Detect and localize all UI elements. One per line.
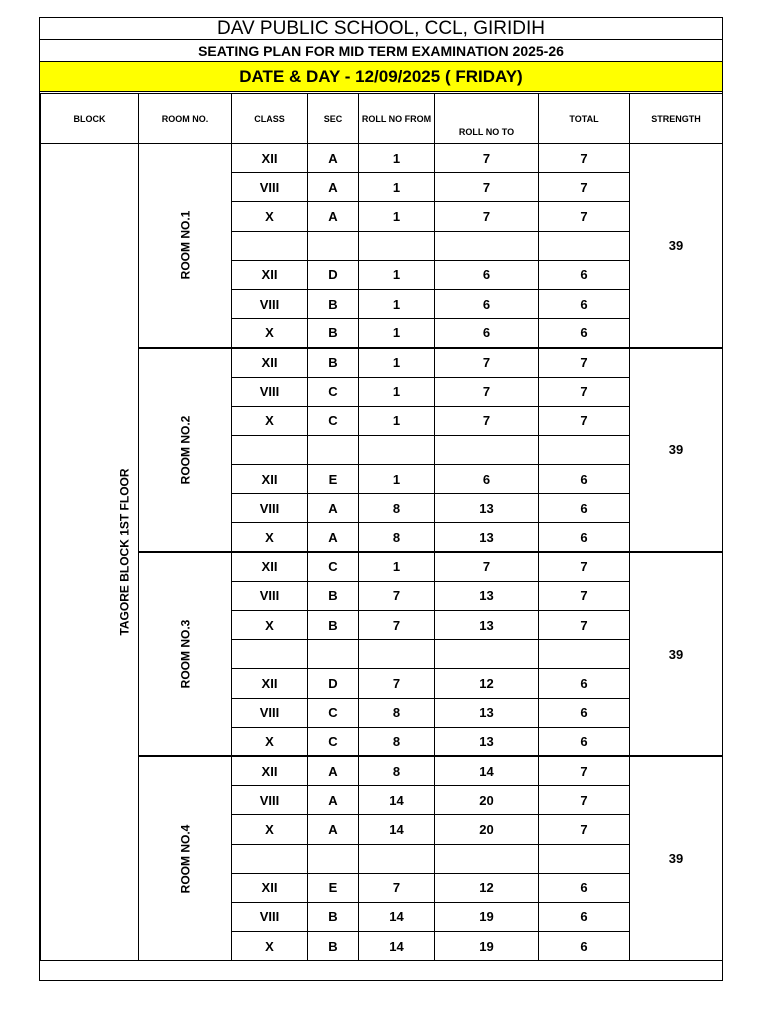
cell-total: 7 [539, 173, 630, 202]
cell-to: 6 [435, 319, 539, 348]
cell-from: 1 [359, 377, 435, 406]
cell-sec: A [308, 173, 359, 202]
cell-to: 13 [435, 698, 539, 727]
cell-sec: B [308, 581, 359, 610]
block-label: TAGORE BLOCK 1ST FLOOR [117, 468, 132, 636]
cell-sec: A [308, 756, 359, 785]
cell-total: 6 [539, 319, 630, 348]
cell-total: 6 [539, 260, 630, 289]
cell-sec: A [308, 202, 359, 231]
cell-total: 7 [539, 202, 630, 231]
school-title: DAV PUBLIC SCHOOL, CCL, GIRIDIH [40, 18, 722, 40]
cell-total: 7 [539, 552, 630, 581]
cell-sec: B [308, 319, 359, 348]
strength-cell: 39 [630, 552, 723, 756]
cell-from: 14 [359, 815, 435, 844]
table-row [41, 552, 723, 581]
cell-total: 7 [539, 756, 630, 785]
block-cell [41, 144, 139, 961]
cell-to: 13 [435, 727, 539, 756]
cell-total: 6 [539, 932, 630, 961]
cell-from: 1 [359, 552, 435, 581]
cell-class: XII [232, 873, 308, 902]
cell-to: 20 [435, 815, 539, 844]
seating-table-body [41, 144, 723, 961]
cell-sec [308, 231, 359, 260]
cell-class: VIII [232, 786, 308, 815]
cell-sec: A [308, 815, 359, 844]
cell-sec: A [308, 144, 359, 173]
cell-from [359, 640, 435, 669]
table-row [41, 756, 723, 785]
cell-to: 14 [435, 756, 539, 785]
cell-sec [308, 640, 359, 669]
cell-total: 6 [539, 727, 630, 756]
cell-total [539, 435, 630, 464]
cell-from: 14 [359, 786, 435, 815]
cell-total: 6 [539, 465, 630, 494]
cell-from [359, 435, 435, 464]
cell-from: 7 [359, 581, 435, 610]
cell-sec: C [308, 406, 359, 435]
cell-class: X [232, 727, 308, 756]
cell-to: 19 [435, 932, 539, 961]
cell-class: VIII [232, 581, 308, 610]
cell-to: 6 [435, 260, 539, 289]
cell-sec: D [308, 260, 359, 289]
seating-plan-sheet [39, 17, 723, 981]
cell-sec: B [308, 611, 359, 640]
cell-class: XII [232, 756, 308, 785]
cell-total: 7 [539, 144, 630, 173]
strength-cell: 39 [630, 756, 723, 960]
cell-sec: C [308, 377, 359, 406]
cell-from [359, 231, 435, 260]
cell-class: VIII [232, 377, 308, 406]
cell-to: 7 [435, 552, 539, 581]
cell-total [539, 640, 630, 669]
cell-class: X [232, 815, 308, 844]
cell-sec: B [308, 902, 359, 931]
room-cell [139, 348, 232, 552]
col-header-block: BLOCK [41, 94, 139, 144]
cell-from [359, 844, 435, 873]
cell-to: 7 [435, 202, 539, 231]
cell-class [232, 640, 308, 669]
cell-sec: C [308, 698, 359, 727]
cell-to: 13 [435, 523, 539, 552]
cell-to [435, 844, 539, 873]
cell-sec: C [308, 552, 359, 581]
cell-class: XII [232, 669, 308, 698]
cell-class: X [232, 611, 308, 640]
cell-total: 6 [539, 289, 630, 318]
cell-total [539, 844, 630, 873]
cell-from: 1 [359, 406, 435, 435]
room-cell [139, 552, 232, 756]
room-cell [139, 144, 232, 348]
cell-sec [308, 435, 359, 464]
strength-cell: 39 [630, 348, 723, 552]
cell-total: 7 [539, 611, 630, 640]
cell-from: 1 [359, 348, 435, 377]
plan-subtitle: SEATING PLAN FOR MID TERM EXAMINATION 2025-26 [40, 40, 722, 62]
col-header-total: TOTAL [539, 94, 630, 144]
room-label: ROOM NO.1 [177, 211, 192, 280]
cell-total: 6 [539, 494, 630, 523]
cell-sec: B [308, 348, 359, 377]
cell-class: X [232, 319, 308, 348]
cell-sec: C [308, 727, 359, 756]
cell-class: VIII [232, 698, 308, 727]
cell-class: X [232, 202, 308, 231]
cell-to: 7 [435, 377, 539, 406]
cell-to: 7 [435, 173, 539, 202]
room-cell [139, 756, 232, 960]
cell-from: 1 [359, 173, 435, 202]
col-header-strength: STRENGTH [630, 94, 723, 144]
cell-total: 6 [539, 873, 630, 902]
cell-sec: A [308, 523, 359, 552]
cell-to [435, 231, 539, 260]
cell-class: VIII [232, 902, 308, 931]
cell-total: 6 [539, 902, 630, 931]
cell-from: 1 [359, 465, 435, 494]
cell-class [232, 231, 308, 260]
cell-total: 6 [539, 523, 630, 552]
cell-from: 1 [359, 289, 435, 318]
cell-from: 8 [359, 494, 435, 523]
room-label: ROOM NO.4 [177, 824, 192, 894]
cell-to: 13 [435, 581, 539, 610]
table-row [41, 144, 723, 173]
room-label: ROOM NO.3 [177, 619, 192, 689]
cell-sec: B [308, 932, 359, 961]
cell-from: 14 [359, 902, 435, 931]
col-header-room: ROOM NO. [139, 94, 232, 144]
cell-total: 7 [539, 348, 630, 377]
cell-sec: B [308, 289, 359, 318]
date-banner: DATE & DAY - 12/09/2025 ( FRIDAY) [40, 62, 722, 92]
cell-sec [308, 844, 359, 873]
cell-to: 19 [435, 902, 539, 931]
cell-to [435, 640, 539, 669]
col-header-sec: SEC [308, 94, 359, 144]
cell-to: 6 [435, 465, 539, 494]
cell-to: 7 [435, 144, 539, 173]
cell-to: 12 [435, 873, 539, 902]
cell-total: 6 [539, 669, 630, 698]
cell-from: 8 [359, 727, 435, 756]
cell-from: 14 [359, 932, 435, 961]
cell-from: 7 [359, 611, 435, 640]
cell-class: X [232, 523, 308, 552]
cell-from: 1 [359, 202, 435, 231]
room-label: ROOM NO.2 [177, 415, 192, 485]
cell-total: 7 [539, 581, 630, 610]
cell-sec: A [308, 786, 359, 815]
cell-class [232, 435, 308, 464]
cell-class: X [232, 932, 308, 961]
header-row [41, 94, 723, 144]
cell-sec: D [308, 669, 359, 698]
cell-total: 7 [539, 815, 630, 844]
cell-to: 13 [435, 611, 539, 640]
cell-to: 7 [435, 406, 539, 435]
cell-class: VIII [232, 494, 308, 523]
cell-class: XII [232, 260, 308, 289]
cell-from: 8 [359, 523, 435, 552]
cell-from: 7 [359, 873, 435, 902]
col-header-roll-from: ROLL NO FROM [359, 94, 435, 144]
cell-class: XII [232, 144, 308, 173]
cell-total: 7 [539, 406, 630, 435]
cell-from: 8 [359, 756, 435, 785]
cell-total: 6 [539, 698, 630, 727]
col-header-class: CLASS [232, 94, 308, 144]
cell-class: XII [232, 348, 308, 377]
cell-to: 13 [435, 494, 539, 523]
cell-sec: E [308, 465, 359, 494]
cell-total [539, 231, 630, 260]
cell-class: VIII [232, 289, 308, 318]
cell-class: VIII [232, 173, 308, 202]
cell-from: 7 [359, 669, 435, 698]
cell-to: 20 [435, 786, 539, 815]
table-row [41, 348, 723, 377]
cell-class: XII [232, 552, 308, 581]
cell-from: 8 [359, 698, 435, 727]
cell-from: 1 [359, 319, 435, 348]
seating-table [40, 93, 723, 961]
cell-class: XII [232, 465, 308, 494]
col-header-roll-to: ROLL NO TO [435, 94, 539, 144]
cell-from: 1 [359, 260, 435, 289]
cell-to: 6 [435, 289, 539, 318]
cell-sec: A [308, 494, 359, 523]
cell-class [232, 844, 308, 873]
cell-to: 12 [435, 669, 539, 698]
cell-to [435, 435, 539, 464]
strength-cell: 39 [630, 144, 723, 348]
cell-sec: E [308, 873, 359, 902]
cell-total: 7 [539, 377, 630, 406]
cell-from: 1 [359, 144, 435, 173]
cell-to: 7 [435, 348, 539, 377]
cell-total: 7 [539, 786, 630, 815]
cell-class: X [232, 406, 308, 435]
